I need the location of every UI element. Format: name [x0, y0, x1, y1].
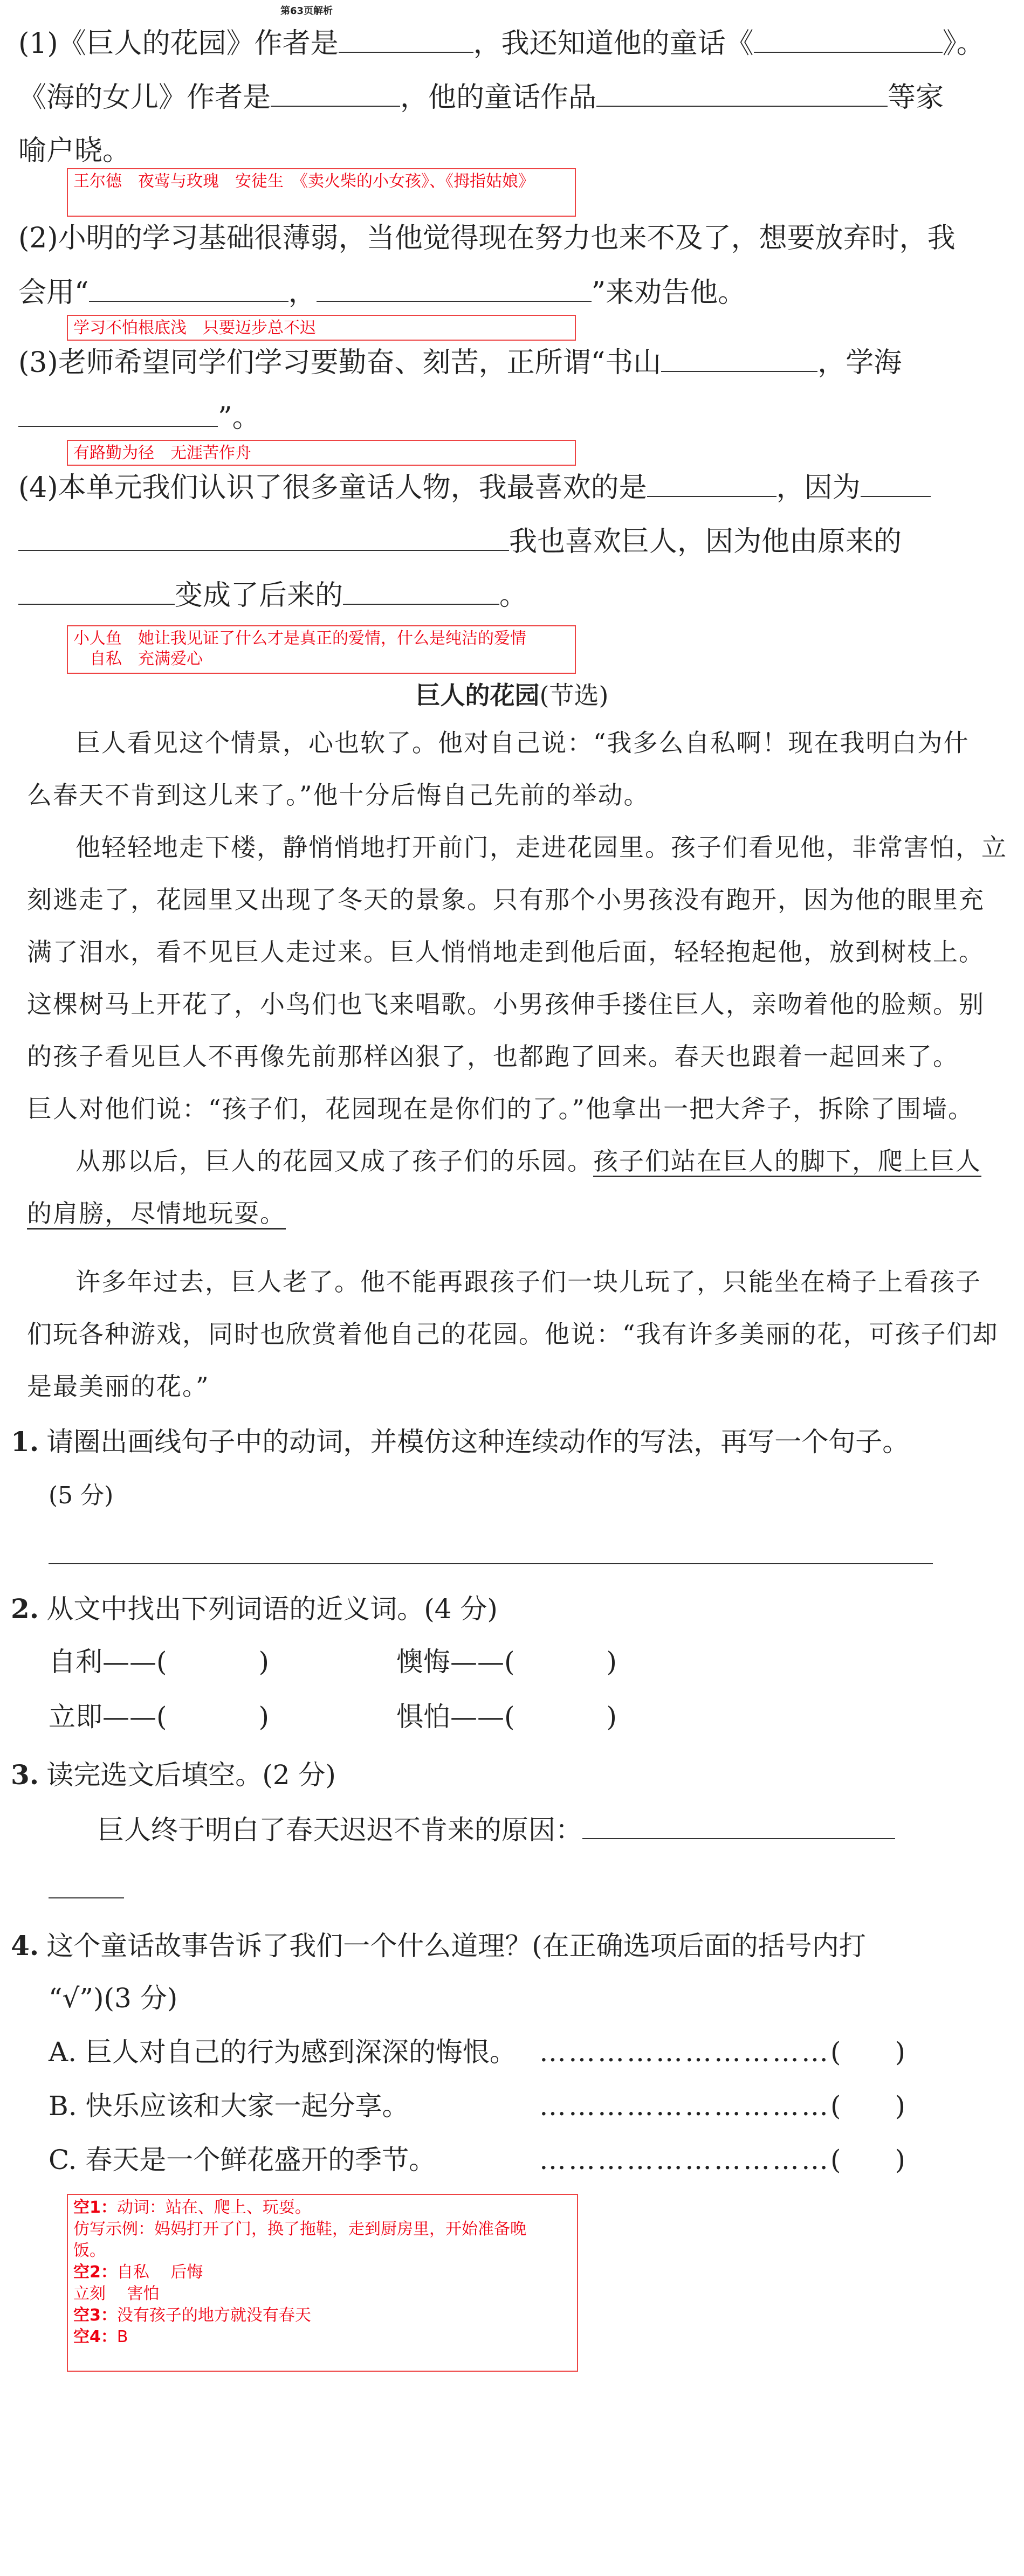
- answer-q4-line2: 自私 充满爱心: [90, 650, 203, 668]
- question-3-line: 巨人终于明白了春天迟迟不肯来的原因：: [97, 1811, 895, 1849]
- question-4: 4. 这个童话故事告诉了我们一个什么道理？(在正确选项后面的括号内打: [11, 1930, 866, 1962]
- option-b-paren[interactable]: ( ): [830, 2090, 906, 2122]
- fill-q4-line3: 变成了后来的 。: [18, 578, 527, 613]
- passage-line: 是最美丽的花。”: [27, 1372, 210, 1401]
- answer-box-q1: 王尔德 夜莺与玫瑰 安徒生 《卖火柴的小女孩》、《拇指姑娘》: [67, 168, 576, 217]
- blank[interactable]: [89, 275, 288, 302]
- blank[interactable]: [861, 470, 931, 497]
- blank[interactable]: [754, 26, 943, 53]
- fill-q2-line1: (2)小明的学习基础很薄弱，当他觉得现在努力也来不及了，想要放弃时，我: [18, 222, 956, 254]
- blank[interactable]: [18, 578, 175, 605]
- answer-q4-line1: 小人鱼 她让我见证了什么才是真正的爱情，什么是纯洁的爱情: [73, 629, 526, 648]
- passage-line: 这棵树马上开花了，小鸟们也飞来唱歌。小男孩伸手搂住巨人，亲吻着他的脸颊。别: [27, 990, 985, 1019]
- synonym-item: 立即——( ): [49, 1701, 270, 1732]
- blank[interactable]: [339, 26, 473, 53]
- passage-line: 的孩子看见巨人不再像先前那样凶狠了，也都跑了回来。春天也跟着一起回来了。: [27, 1042, 959, 1071]
- fill-q2-line2: 会用“ ， ”来劝告他。: [18, 275, 746, 310]
- dot-leader: …………………………: [539, 2036, 830, 2068]
- passage-line: 他轻轻地走下楼，静悄悄地打开前门，走进花园里。孩子们看见他，非常害怕，立: [75, 833, 1007, 862]
- blank[interactable]: [18, 400, 218, 427]
- question-3: 3. 读完选文后填空。(2 分): [11, 1759, 336, 1791]
- underlined-sentence: 的肩膀，尽情地玩耍。: [27, 1199, 286, 1230]
- fill-q4-line2: 我也喜欢巨人，因为他由原来的: [18, 524, 902, 559]
- passage-title: 巨人的花园(节选): [415, 681, 609, 710]
- passage-line: 满了泪水，看不见巨人走过来。巨人悄悄地走到他后面，轻轻抱起他，放到树枝上。: [27, 937, 985, 966]
- passage-line: 巨人对他们说：“孩子们，花园现在是你们的了。”他拿出一把大斧子，拆除了围墙。: [27, 1094, 974, 1123]
- passage-line: 么春天不肯到这儿来了。”他十分后悔自己先前的举动。: [27, 781, 650, 810]
- question-1: 1. 请圈出画线句子中的动词，并模仿这种连续动作的写法，再写一个句子。: [11, 1426, 910, 1458]
- answer-line[interactable]: [49, 1563, 933, 1564]
- blank[interactable]: [317, 275, 592, 302]
- blank[interactable]: [271, 80, 400, 107]
- synonym-item: 懊悔——( ): [396, 1646, 617, 1677]
- fill-q1-line2: 《海的女儿》作者是 ，他的童话作品 等家: [18, 80, 944, 115]
- synonym-item: 自利——( ): [49, 1646, 270, 1677]
- fill-q1-line3: 喻户晓。: [18, 135, 131, 167]
- blank[interactable]: [596, 80, 888, 107]
- blank[interactable]: [18, 524, 509, 551]
- answer-line[interactable]: [49, 1897, 124, 1898]
- option-c-paren[interactable]: ( ): [830, 2144, 906, 2176]
- fill-q1-line1: (1)《巨人的花园》作者是 ，我还知道他的童话《 》。: [18, 26, 985, 61]
- synonym-item: 惧怕——( ): [396, 1701, 617, 1732]
- answer-box-q3: 有路勤为径 无涯苦作舟: [67, 440, 576, 466]
- answer-box-q4: [67, 625, 576, 674]
- blank[interactable]: [661, 345, 817, 372]
- passage-line: 许多年过去，巨人老了。他不能再跟孩子们一块儿玩了，只能坐在椅子上看孩子: [75, 1267, 981, 1296]
- option-c: C. 春天是一个鲜花盛开的季节。: [49, 2144, 436, 2176]
- answer-key-box: 空1：动词：站在、爬上、玩耍。 仿写示例：妈妈打开了门，换了拖鞋，走到厨房里，开始准备晚 饭。 空2：自私 后悔 立刻 害怕 空3：没有孩子的地方就没有春天 空4：B: [67, 2194, 578, 2372]
- passage-line: 刻逃走了，花园里又出现了冬天的景象。只有那个小男孩没有跑开，因为他的眼里充: [27, 885, 985, 914]
- passage-line: 们玩各种游戏，同时也欣赏着他自己的花园。他说：“我有许多美丽的花，可孩子们却: [27, 1320, 999, 1349]
- option-b: B. 快乐应该和大家一起分享。: [49, 2090, 409, 2122]
- blank[interactable]: [343, 578, 499, 605]
- passage-line: 巨人看见这个情景，心也软了。他对自己说：“我多么自私啊！现在我明白为什: [75, 728, 970, 757]
- dot-leader: …………………………: [539, 2144, 830, 2176]
- dot-leader: …………………………: [539, 2090, 830, 2122]
- passage-line: [27, 1187, 286, 1240]
- option-a: A. 巨人对自己的行为感到深深的悔恨。: [49, 2036, 517, 2068]
- fill-q3-line1: (3)老师希望同学们学习要勤奋、刻苦，正所谓“书山 ，学海: [18, 345, 902, 380]
- question-4-cont: “√”)(3 分): [49, 1983, 178, 2014]
- answer-box-q2: 学习不怕根底浅 只要迈步总不迟: [67, 315, 576, 341]
- blank[interactable]: [582, 1812, 895, 1839]
- page-header: 第63页解析: [280, 5, 333, 17]
- blank[interactable]: [647, 470, 776, 497]
- underlined-sentence: 孩子们站在巨人的脚下，爬上巨人: [593, 1147, 981, 1177]
- option-a-paren[interactable]: ( ): [830, 2036, 906, 2068]
- question-1-score: (5 分): [49, 1482, 114, 1509]
- passage-line: 从那以后，巨人的花园又成了孩子们的乐园。孩子们站在巨人的脚下，爬上巨人: [75, 1135, 981, 1187]
- fill-q4-line1: (4)本单元我们认识了很多童话人物，我最喜欢的是 ，因为: [18, 470, 931, 505]
- fill-q3-line2: ”。: [18, 400, 260, 435]
- question-2: 2. 从文中找出下列词语的近义词。(4 分): [11, 1593, 498, 1625]
